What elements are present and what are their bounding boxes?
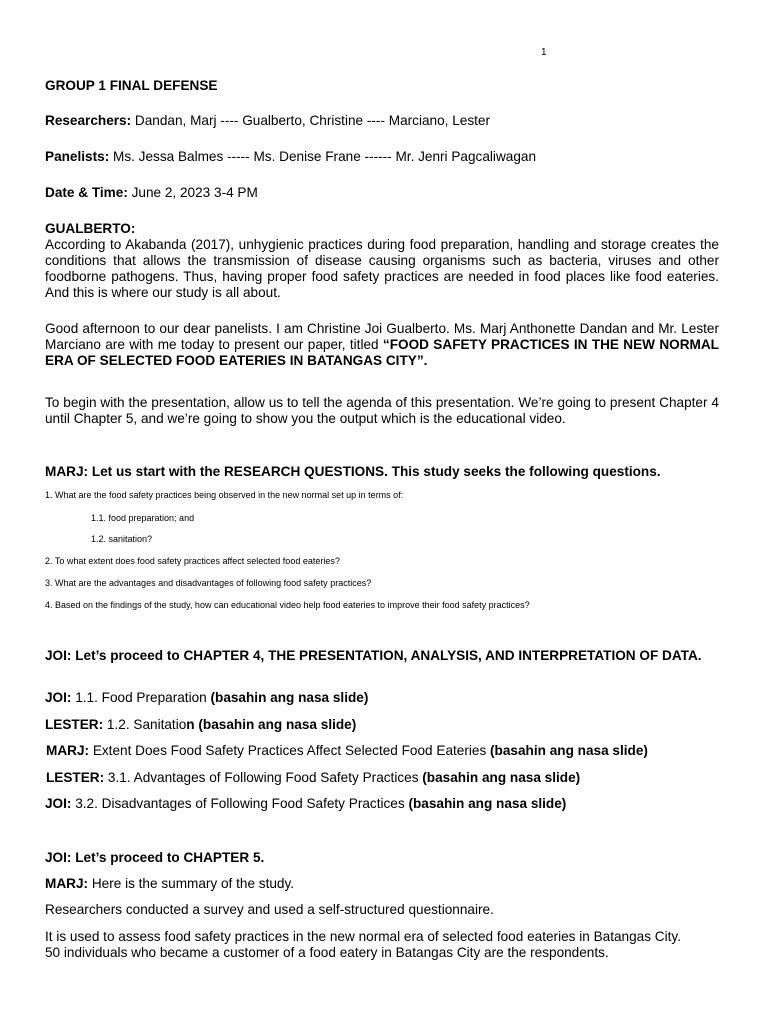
chapter-4-item [46, 743, 648, 759]
intro-paragraph: According to Akabanda (2017), unhygienic practices during food preparation, handling and storage creates the conditions that allows the transmission of disease causing organisms such as bacteria, viruses and other foodborne pathogens. Thus, having proper food safety practices are needed in food places like food eateries. And this is where our study is all about. [45, 237, 719, 300]
question-3: 3. What are the advantages and disadvantages of following food safety practices? [45, 578, 372, 588]
chapter-4-item [45, 690, 368, 706]
assess-line: It is used to assess food safety practices in the new normal era of selected food eateries in Batangas City. [45, 929, 681, 944]
date-time-value: June 2, 2023 3-4 PM [127, 185, 258, 200]
researchers-label: Researchers: [45, 113, 132, 128]
greeting-paragraph [45, 321, 719, 369]
researchers-line [45, 113, 490, 129]
summary-speaker: MARJ: [45, 876, 89, 891]
item-note: (basahin ang nasa slide) [210, 690, 369, 705]
panelists-value: Ms. Jessa Balmes ----- Ms. Denise Frane ------ Mr. Jenri Pagcaliwagan [109, 149, 537, 164]
question-2: 2. To what extent does food safety practices affect selected food eateries? [45, 556, 340, 566]
item-text: 3.1. Advantages of Following Food Safety Practices [104, 770, 423, 785]
chapter-5-heading: JOI: Let’s proceed to CHAPTER 5. [45, 850, 265, 865]
item-speaker: JOI: [45, 690, 72, 705]
page-number: 1 [541, 47, 547, 58]
date-time-label: Date & Time: [45, 185, 128, 200]
question-1-1: 1.1. food preparation; and [91, 513, 195, 523]
respondents-line: 50 individuals who became a customer of a food eatery in Batangas City are the respondents. [45, 945, 609, 960]
summary-line [45, 876, 294, 892]
researchers-value: Dandan, Marj ---- Gualberto, Christine ---- Marciano, Lester [131, 113, 490, 128]
question-1: 1. What are the food safety practices being observed in the new normal set up in terms of: [45, 490, 404, 500]
item-speaker: JOI: [45, 796, 72, 811]
date-time-line [45, 185, 258, 201]
chapter-4-item [45, 717, 356, 733]
chapter-4-item [46, 770, 580, 786]
item-note: (basahin ang nasa slide) [408, 796, 567, 811]
item-note: (basahin ang nasa slide) [422, 770, 581, 785]
research-questions-heading: MARJ: Let us start with the RESEARCH QUESTIONS. This study seeks the following questions. [45, 464, 661, 479]
panelists-label: Panelists: [45, 149, 110, 164]
survey-line: Researchers conducted a survey and used a self-structured questionnaire. [45, 902, 494, 917]
item-note: n (basahin ang nasa slide) [186, 717, 357, 732]
item-speaker: LESTER: [45, 717, 104, 732]
item-speaker: MARJ: [46, 743, 90, 758]
item-speaker: LESTER: [46, 770, 105, 785]
chapter-4-heading: JOI: Let’s proceed to CHAPTER 4, THE PRESENTATION, ANALYSIS, AND INTERPRETATION OF DATA. [45, 648, 702, 663]
document-title: GROUP 1 FINAL DEFENSE [45, 78, 218, 93]
agenda-paragraph: To begin with the presentation, allow us to tell the agenda of this presentation. We’re going to present Chapter 4 until Chapter 5, and we’re going to show you the output which is the educational video. [45, 395, 719, 426]
item-text: 1.1. Food Preparation [71, 690, 211, 705]
panelists-line [45, 149, 536, 165]
greeting-text: Good afternoon to our dear panelists. I am Christine Joi Gualberto. Ms. Marj Anthonette Dandan and Mr. Lester Marciano are with me today to present our paper, titled [45, 321, 719, 352]
question-4: 4. Based on the findings of the study, how can educational video help food eateries to improve their food safety practices? [45, 600, 530, 610]
paper-title: “FOOD SAFETY PRACTICES IN THE NEW NORMAL ERA OF SELECTED FOOD EATERIES IN BATANGAS CITY”. [45, 337, 719, 368]
item-note: (basahin ang nasa slide) [490, 743, 648, 758]
speaker-gualberto: GUALBERTO: [45, 221, 136, 236]
item-text: 3.2. Disadvantages of Following Food Safety Practices [71, 796, 409, 811]
item-text: Extent Does Food Safety Practices Affect Selected Food Eateries [89, 743, 491, 758]
item-text: 1.2. Sanitatio [103, 717, 187, 732]
summary-text: Here is the summary of the study. [88, 876, 295, 891]
chapter-4-item [45, 796, 566, 812]
question-1-2: 1.2. sanitation? [91, 534, 153, 544]
